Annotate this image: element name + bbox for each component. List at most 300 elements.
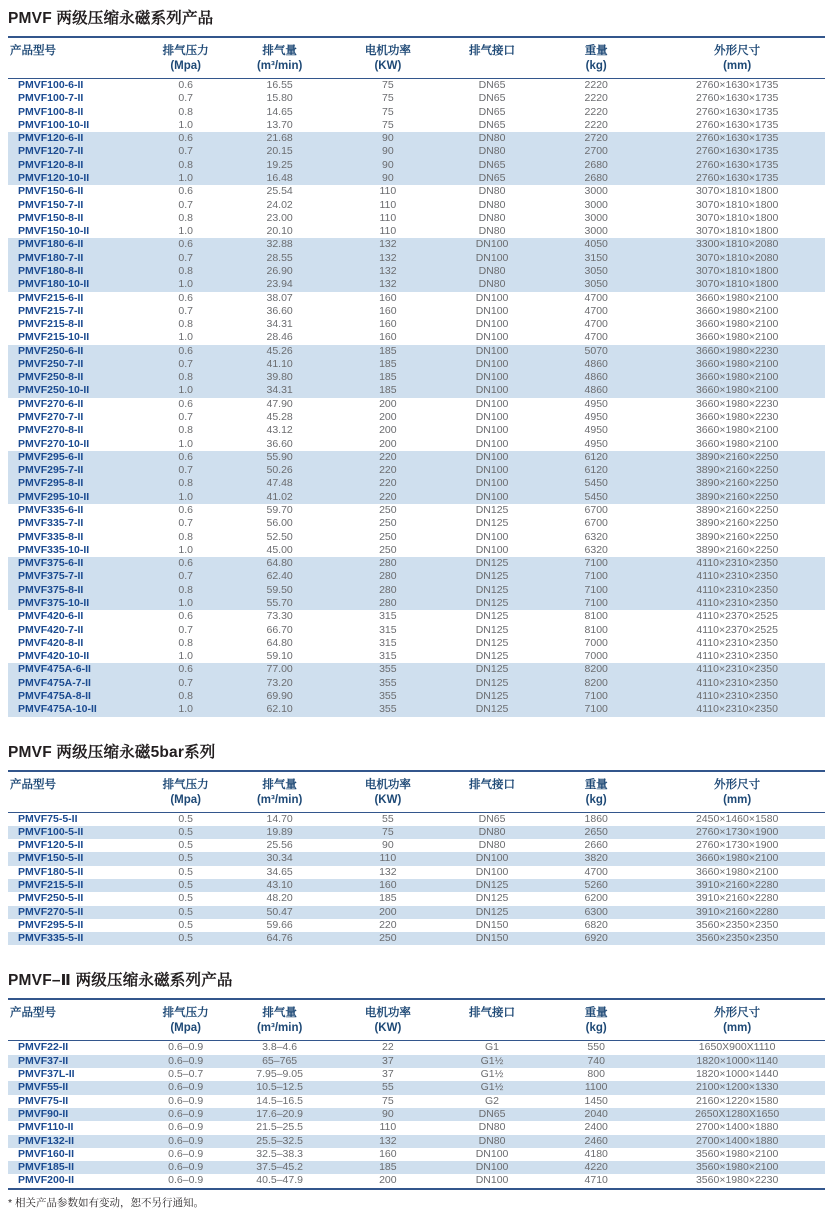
value-cell: DN125 (475, 689, 509, 702)
table-row (8, 1041, 825, 1055)
value-cell: 0.7 (178, 304, 193, 317)
model-cell: PMVF150-7-II (18, 198, 84, 211)
value-cell: 2760×1630×1735 (695, 118, 779, 131)
value-cell: 2650 (584, 825, 608, 838)
value-cell: 740 (587, 1054, 605, 1067)
value-cell: 2400 (584, 1121, 608, 1134)
table-sections (8, 6, 825, 1190)
value-cell: 28.46 (266, 331, 293, 344)
column-unit: (Mpa) (170, 60, 202, 72)
value-cell: 6120 (584, 464, 608, 477)
table-row (8, 451, 825, 464)
table-row (8, 1135, 825, 1148)
value-cell: DN80 (478, 1134, 506, 1147)
section-title: PMVF 两级压缩永磁5bar系列 (8, 743, 216, 761)
model-cell: PMVF22-II (18, 1041, 69, 1054)
value-cell: 3820 (584, 852, 608, 865)
value-cell: 0.5 (178, 905, 193, 918)
value-cell: 19.25 (266, 158, 293, 171)
value-cell: 4110×2370×2525 (696, 623, 778, 636)
value-cell: 37.5–45.2 (256, 1161, 303, 1174)
product-table-section (8, 968, 825, 1189)
value-cell: DN125 (475, 623, 509, 636)
value-cell: DN100 (475, 437, 509, 450)
value-cell: 65–765 (262, 1054, 298, 1067)
value-cell: 2760×1630×1735 (695, 92, 779, 105)
value-cell: 2680 (584, 171, 608, 184)
value-cell: 3070×1810×1800 (695, 264, 779, 277)
table-row (8, 504, 825, 517)
value-cell: DN100 (475, 344, 509, 357)
value-cell: DN100 (475, 357, 509, 370)
model-cell: PMVF375-10-II (18, 596, 90, 609)
value-cell: 160 (379, 878, 397, 891)
table-row (8, 557, 825, 570)
value-cell: 4110×2310×2350 (696, 689, 778, 702)
value-cell: 2700 (584, 145, 608, 158)
value-cell: 90 (382, 171, 394, 184)
value-cell: DN80 (478, 198, 506, 211)
table-row (8, 1081, 825, 1094)
value-cell: 0.6 (178, 238, 193, 251)
model-cell: PMVF55-II (18, 1081, 69, 1094)
model-cell: PMVF420-10-II (18, 650, 90, 663)
value-cell: 62.40 (266, 570, 293, 583)
value-cell: 132 (379, 251, 397, 264)
model-cell: PMVF295-8-II (18, 477, 84, 490)
model-cell: PMVF270-10-II (18, 437, 90, 450)
value-cell: 0.5 (178, 892, 193, 905)
value-cell: DN100 (475, 397, 509, 410)
value-cell: 75 (382, 825, 394, 838)
value-cell: G1 (485, 1041, 500, 1054)
model-cell: PMVF150-10-II (18, 225, 90, 238)
table-row (8, 663, 825, 676)
value-cell: G1½ (480, 1068, 504, 1081)
value-cell: 3070×1810×1800 (695, 185, 779, 198)
value-cell: 19.89 (266, 825, 293, 838)
value-cell: 3000 (584, 198, 608, 211)
value-cell: 47.48 (266, 477, 293, 490)
table-row (8, 424, 825, 437)
value-cell: 52.50 (266, 530, 293, 543)
value-cell: 4700 (584, 291, 608, 304)
value-cell: 0.8 (178, 158, 193, 171)
value-cell: 8100 (584, 610, 608, 623)
value-cell: 0.8 (178, 105, 193, 118)
value-cell: 0.6–0.9 (168, 1107, 204, 1120)
column-unit: (KW) (374, 1022, 402, 1035)
table-row (8, 159, 825, 172)
value-cell: 0.6–0.9 (168, 1134, 204, 1147)
column-unit (441, 1021, 543, 1041)
table-row (8, 892, 825, 905)
value-cell: 14.65 (266, 105, 293, 118)
model-cell: PMVF250-10-II (18, 384, 90, 397)
value-cell: 28.55 (266, 251, 293, 264)
value-cell: 25.54 (266, 185, 293, 198)
column-header: 产品型号 (10, 45, 56, 57)
value-cell: 2760×1630×1735 (695, 145, 779, 158)
value-cell: 2700×1400×1880 (695, 1134, 779, 1147)
model-cell: PMVF180-6-II (18, 238, 84, 251)
value-cell: 41.10 (266, 357, 293, 370)
value-cell: DN80 (478, 225, 506, 238)
column-header: 排气压力 (162, 1007, 209, 1020)
value-cell: DN80 (478, 839, 506, 852)
value-cell: 0.8 (178, 689, 193, 702)
value-cell: 110 (379, 185, 397, 198)
value-cell: 1.0 (178, 118, 193, 131)
value-cell: 1450 (584, 1094, 608, 1107)
column-unit: (KW) (374, 60, 402, 72)
value-cell: G1½ (480, 1054, 504, 1067)
value-cell: 38.07 (266, 291, 293, 304)
model-cell: PMVF375-8-II (18, 583, 84, 596)
value-cell: 2700×1400×1880 (695, 1121, 779, 1134)
value-cell: 15.80 (266, 92, 293, 105)
value-cell: 36.60 (266, 304, 293, 317)
value-cell: 185 (379, 1161, 397, 1174)
value-cell: 21.5–25.5 (256, 1121, 303, 1134)
spec-table (8, 770, 825, 946)
model-cell: PMVF475A-6-II (18, 663, 91, 676)
value-cell: 3890×2160×2250 (695, 477, 779, 490)
model-cell: PMVF270-6-II (18, 397, 84, 410)
value-cell: 3050 (584, 264, 608, 277)
value-cell: 14.5–16.5 (256, 1094, 303, 1107)
value-cell: 1.0 (178, 331, 193, 344)
value-cell: DN150 (475, 932, 509, 945)
table-row (8, 1161, 825, 1174)
value-cell: 4700 (584, 331, 608, 344)
value-cell: 59.50 (266, 583, 293, 596)
model-cell: PMVF295-6-II (18, 450, 84, 463)
value-cell: 55.70 (266, 596, 293, 609)
table-row (8, 610, 825, 623)
value-cell: 64.80 (266, 557, 293, 570)
value-cell: 55 (382, 1081, 394, 1094)
table-row (8, 119, 825, 132)
model-cell: PMVF120-10-II (18, 171, 90, 184)
value-cell: 41.02 (266, 490, 293, 503)
value-cell: 160 (379, 291, 397, 304)
value-cell: 4110×2370×2525 (696, 610, 778, 623)
value-cell: DN80 (478, 825, 506, 838)
value-cell: DN125 (475, 650, 509, 663)
model-cell: PMVF475A-7-II (18, 676, 91, 689)
table-row (8, 305, 825, 318)
value-cell: DN100 (475, 411, 509, 424)
value-cell: 220 (379, 450, 397, 463)
value-cell: 40.5–47.9 (256, 1174, 303, 1187)
model-cell: PMVF270-5-II (18, 905, 84, 918)
table-row (8, 172, 825, 185)
value-cell: 3660×1980×2100 (695, 357, 779, 370)
value-cell: 3070×1810×1800 (695, 198, 779, 211)
section-title: PMVF–Ⅱ 两级压缩永磁系列产品 (8, 972, 233, 990)
table-row (8, 371, 825, 384)
value-cell: 0.8 (178, 477, 193, 490)
table-row (8, 145, 825, 158)
value-cell: 0.6–0.9 (168, 1041, 204, 1054)
value-cell: DN80 (478, 264, 506, 277)
value-cell: 110 (379, 852, 397, 865)
value-cell: DN65 (478, 92, 506, 105)
value-cell: 185 (379, 892, 397, 905)
value-cell: 34.31 (266, 318, 293, 331)
value-cell: 50.47 (266, 905, 293, 918)
value-cell: 2220 (584, 118, 608, 131)
value-cell: 0.6–0.9 (168, 1161, 204, 1174)
value-cell: 20.15 (266, 145, 293, 158)
value-cell: 6320 (584, 543, 608, 556)
column-header: 重量 (584, 1007, 608, 1020)
value-cell: DN80 (478, 145, 506, 158)
value-cell: 6700 (584, 504, 608, 516)
value-cell: DN80 (478, 1121, 506, 1134)
value-cell: 280 (379, 557, 397, 570)
value-cell: 185 (379, 357, 397, 370)
value-cell: 800 (587, 1068, 605, 1081)
value-cell: 185 (379, 344, 397, 357)
value-cell: 2450×1460×1580 (695, 812, 779, 825)
value-cell: 0.6–0.9 (168, 1081, 204, 1094)
model-cell: PMVF150-8-II (18, 211, 84, 224)
value-cell: 16.55 (266, 79, 293, 91)
value-cell: DN100 (475, 852, 509, 865)
model-cell: PMVF295-10-II (18, 490, 90, 503)
value-cell: DN100 (475, 291, 509, 304)
value-cell: 250 (379, 504, 397, 516)
value-cell: 185 (379, 371, 397, 384)
value-cell: 355 (379, 663, 397, 676)
model-cell: PMVF132-II (18, 1134, 75, 1147)
value-cell: DN65 (478, 812, 506, 825)
value-cell: 0.6 (178, 291, 193, 304)
value-cell: 200 (379, 397, 397, 410)
table-row (8, 185, 825, 198)
value-cell: 0.6–0.9 (168, 1094, 204, 1107)
value-cell: 0.5 (178, 852, 193, 865)
table-row (8, 331, 825, 344)
value-cell: 4860 (584, 371, 608, 384)
value-cell: DN100 (475, 238, 509, 251)
value-cell: 3560×1980×2100 (695, 1147, 779, 1160)
value-cell: 39.80 (266, 371, 293, 384)
value-cell: 25.56 (266, 839, 293, 852)
value-cell: 4700 (584, 318, 608, 331)
model-cell: PMVF215-8-II (18, 318, 84, 331)
value-cell: 0.6 (178, 663, 193, 676)
value-cell: 56.00 (266, 517, 293, 530)
value-cell: DN150 (475, 918, 509, 931)
value-cell: 24.02 (266, 198, 293, 211)
table-row (8, 345, 825, 358)
value-cell: 250 (379, 543, 397, 556)
value-cell: 185 (379, 384, 397, 397)
column-header: 产品型号 (10, 1007, 56, 1020)
value-cell: 2760×1630×1735 (695, 171, 779, 184)
value-cell: 3890×2160×2250 (695, 504, 779, 516)
value-cell: 0.6 (178, 504, 193, 516)
value-cell: 3910×2160×2280 (695, 905, 779, 918)
column-unit (441, 793, 543, 813)
value-cell: 7100 (584, 596, 608, 609)
value-cell: 280 (379, 583, 397, 596)
value-cell: 0.7 (178, 464, 193, 477)
model-cell: PMVF295-7-II (18, 464, 84, 477)
value-cell: DN125 (475, 905, 509, 918)
value-cell: 0.6 (178, 450, 193, 463)
value-cell: 0.5 (178, 878, 193, 891)
table-row (8, 265, 825, 278)
value-cell: 2760×1630×1735 (695, 158, 779, 171)
model-cell: PMVF420-8-II (18, 636, 84, 649)
table-row (8, 106, 825, 119)
value-cell: 4110×2310×2350 (696, 557, 778, 570)
value-cell: DN100 (475, 1161, 509, 1174)
value-cell: DN100 (475, 371, 509, 384)
value-cell: 1820×1000×1440 (695, 1068, 779, 1081)
value-cell: 4110×2310×2350 (696, 583, 778, 596)
value-cell: 3890×2160×2250 (695, 530, 779, 543)
value-cell: 0.8 (178, 371, 193, 384)
table-row (8, 199, 825, 212)
model-cell: PMVF37-II (18, 1054, 69, 1067)
model-cell: PMVF475A-10-II (18, 703, 97, 716)
value-cell: 2650X1280X1650 (695, 1107, 780, 1120)
model-cell: PMVF100-8-II (18, 105, 84, 118)
table-row (8, 1068, 825, 1081)
model-cell: PMVF180-5-II (18, 865, 84, 878)
model-cell: PMVF335-8-II (18, 530, 84, 543)
table-row (8, 812, 825, 826)
value-cell: DN125 (475, 663, 509, 676)
value-cell: 45.00 (266, 543, 293, 556)
value-cell: DN125 (475, 557, 509, 570)
value-cell: DN125 (475, 517, 509, 530)
value-cell: 1.0 (178, 384, 193, 397)
value-cell: 37 (382, 1054, 394, 1067)
table-row (8, 1174, 825, 1188)
value-cell: 0.7 (178, 357, 193, 370)
value-cell: 7100 (584, 583, 608, 596)
value-cell: 0.5 (178, 812, 193, 825)
value-cell: 132 (379, 1134, 397, 1147)
value-cell: 0.6 (178, 132, 193, 145)
value-cell: 7100 (584, 557, 608, 570)
model-cell: PMVF120-6-II (18, 132, 84, 145)
value-cell: DN100 (475, 464, 509, 477)
value-cell: 1.0 (178, 225, 193, 238)
column-header: 外形尺寸 (714, 45, 761, 57)
spec-table (8, 36, 825, 717)
model-cell: PMVF215-7-II (18, 304, 84, 317)
value-cell: 23.00 (266, 211, 293, 224)
table-row (8, 544, 825, 557)
table-header (8, 999, 825, 1041)
value-cell: DN100 (475, 318, 509, 331)
value-cell: 50.26 (266, 464, 293, 477)
value-cell: 3660×1980×2100 (695, 437, 779, 450)
value-cell: G1½ (480, 1081, 504, 1094)
table-row (8, 1055, 825, 1068)
value-cell: 4950 (584, 424, 608, 437)
value-cell: 3910×2160×2280 (695, 878, 779, 891)
value-cell: 3300×1810×2080 (695, 238, 779, 251)
value-cell: 3150 (584, 251, 608, 264)
value-cell: 48.20 (266, 892, 293, 905)
model-cell: PMVF180-10-II (18, 278, 90, 291)
value-cell: 3890×2160×2250 (695, 450, 779, 463)
table-row (8, 879, 825, 892)
value-cell: 77.00 (266, 663, 293, 676)
value-cell: 280 (379, 596, 397, 609)
column-header: 产品型号 (10, 778, 56, 791)
model-cell: PMVF90-II (18, 1107, 69, 1120)
table-header (8, 37, 825, 79)
model-cell: PMVF120-8-II (18, 158, 84, 171)
value-cell: 3660×1980×2230 (695, 397, 779, 410)
value-cell: 2760×1630×1735 (695, 79, 779, 91)
model-cell: PMVF100-6-II (18, 79, 84, 91)
value-cell: DN125 (475, 878, 509, 891)
value-cell: 8200 (584, 676, 608, 689)
value-cell: 200 (379, 437, 397, 450)
table-row (8, 464, 825, 477)
value-cell: 0.6–0.9 (168, 1147, 204, 1160)
value-cell: 3910×2160×2280 (695, 892, 779, 905)
value-cell: 110 (379, 211, 397, 224)
value-cell: 200 (379, 424, 397, 437)
value-cell: 1.0 (178, 490, 193, 503)
table-row (8, 570, 825, 583)
table-row (8, 358, 825, 371)
table-row (8, 839, 825, 852)
value-cell: 0.6 (178, 557, 193, 570)
table-row (8, 438, 825, 451)
value-cell: 0.7 (178, 251, 193, 264)
value-cell: 3070×1810×1800 (695, 225, 779, 238)
column-header: 排气量 (262, 778, 297, 791)
value-cell: 17.6–20.9 (256, 1107, 303, 1120)
model-cell: PMVF75-II (18, 1094, 69, 1107)
value-cell: 3660×1980×2100 (695, 865, 779, 878)
value-cell: 0.6–0.9 (168, 1174, 204, 1187)
value-cell: 3.8–4.6 (262, 1041, 298, 1054)
value-cell: 0.8 (178, 211, 193, 224)
value-cell: DN100 (475, 490, 509, 503)
model-cell: PMVF110-II (18, 1121, 74, 1134)
value-cell: 0.7 (178, 623, 193, 636)
value-cell: 1.0 (178, 596, 193, 609)
table-row (8, 1148, 825, 1161)
value-cell: 75 (382, 118, 394, 131)
value-cell: 3050 (584, 278, 608, 291)
table-row (8, 225, 825, 238)
value-cell: 3660×1980×2230 (695, 411, 779, 424)
value-cell: DN125 (475, 596, 509, 609)
value-cell: 43.10 (266, 878, 293, 891)
value-cell: 8200 (584, 663, 608, 676)
value-cell: 5260 (584, 878, 608, 891)
model-cell: PMVF335-6-II (18, 504, 84, 516)
value-cell: 90 (382, 145, 394, 158)
value-cell: 0.7 (178, 92, 193, 105)
value-cell: 16.48 (266, 171, 293, 184)
value-cell: 3660×1980×2100 (695, 304, 779, 317)
